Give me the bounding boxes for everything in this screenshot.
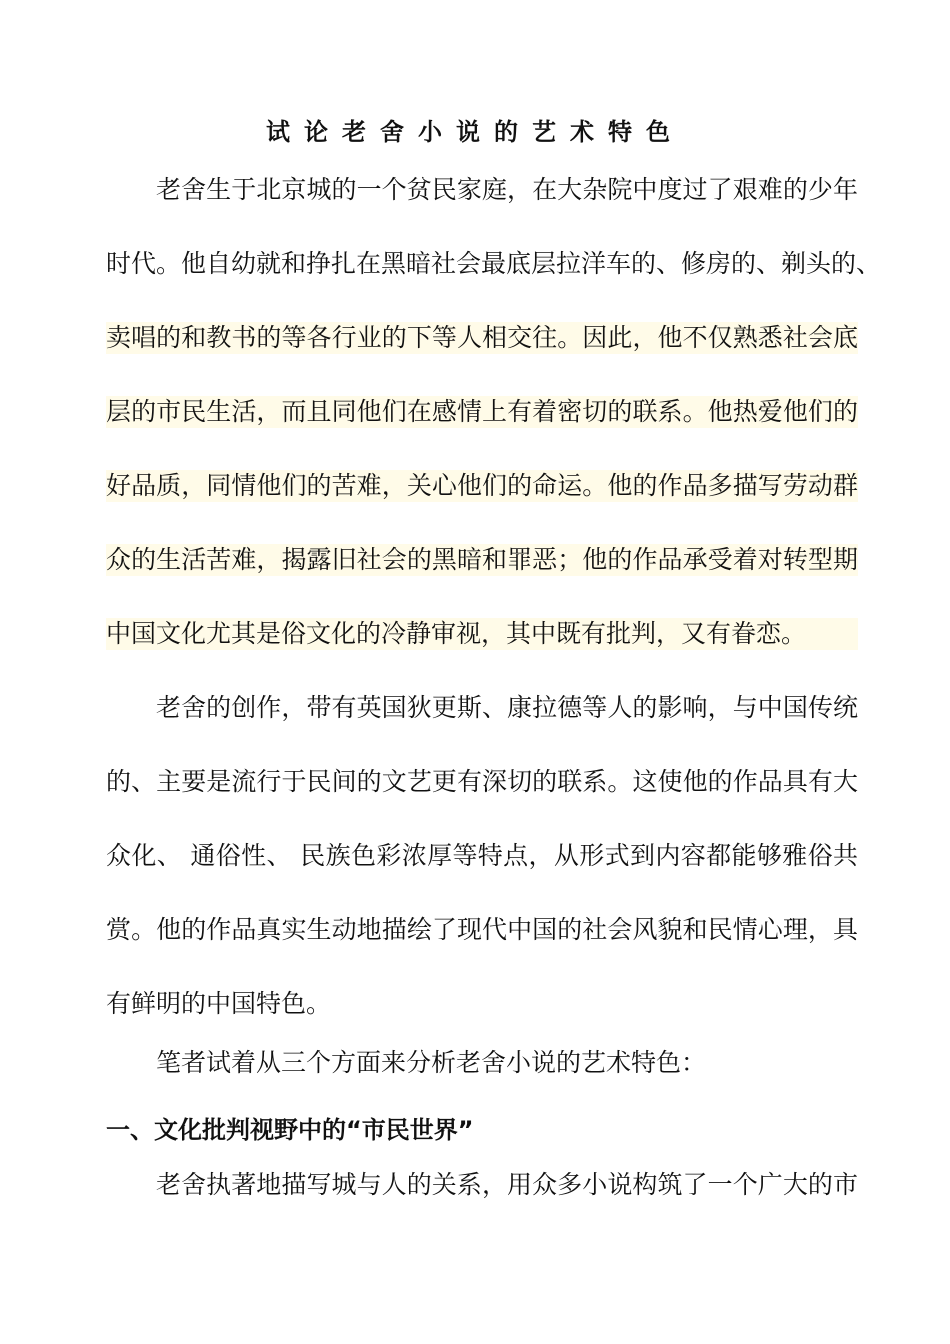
paragraph-1-line-2: 时代。他自幼就和挣扎在黑暗社会最底层拉洋车的、修房的、剃头的、 [106,249,882,278]
paragraph-1-line-6: 众的生活苦难，揭露旧社会的黑暗和罪恶；他的作品承受着对转型期 [106,545,858,574]
paragraph-1-line-3: 卖唱的和教书的等各行业的下等人相交往。因此，他不仅熟悉社会底 [106,323,858,352]
paragraph-1-line-5: 好品质，同情他们的苦难，关心他们的命运。他的作品多描写劳动群 [106,471,858,500]
paragraph-2-line-2: 的、主要是流行于民间的文艺更有深切的联系。这使他的作品具有大 [106,767,858,796]
paragraph-2-line-5: 有鲜明的中国特色。 [106,989,332,1018]
paragraph-1-line-4: 层的市民生活，而且同他们在感情上有着密切的联系。他热爱他们的 [106,397,858,426]
paragraph-4-line-1: 老舍执著地描写城与人的关系，用众多小说构筑了一个广大的市 [156,1170,858,1199]
paragraph-3: 笔者试着从三个方面来分析老舍小说的艺术特色： [156,1048,707,1077]
paragraph-2-line-3: 众化、 通俗性、 民族色彩浓厚等特点，从形式到内容都能够雅俗共 [106,841,858,870]
paragraph-2-line-1: 老舍的创作，带有英国狄更斯、康拉德等人的影响，与中国传统 [156,693,858,722]
paragraph-1-line-7: 中国文化尤其是俗文化的冷静审视，其中既有批判，又有眷恋。 [106,618,858,650]
section-heading-1: 一、文化批判视野中的“市民世界” [106,1116,474,1144]
document-title: 试论老舍小说的艺术特色 [266,118,684,146]
paragraph-1-line-1: 老舍生于北京城的一个贫民家庭，在大杂院中度过了艰难的少年 [156,175,858,204]
paragraph-2-line-4: 赏。他的作品真实生动地描绘了现代中国的社会风貌和民情心理，具 [106,915,858,944]
